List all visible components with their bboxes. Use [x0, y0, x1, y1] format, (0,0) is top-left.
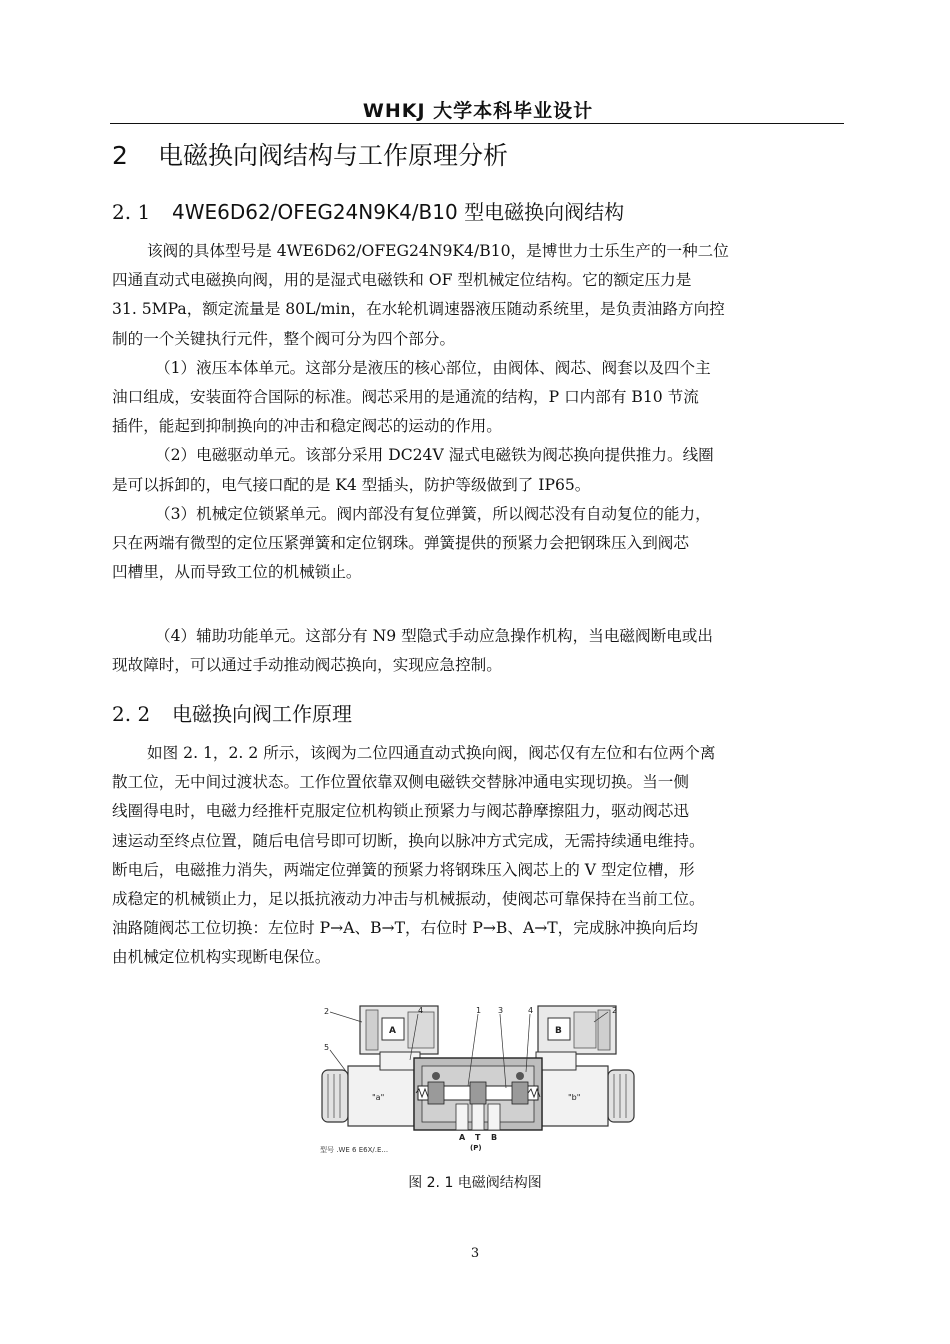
- callout-label: 3: [498, 1006, 504, 1015]
- section-heading: [112, 136, 508, 172]
- section-title: 电磁换向阀结构与工作原理分析: [158, 141, 509, 170]
- text-line: 油路随阀芯工位切换：左位时 P→A、B→T，右位时 P→B、A→T，完成脉冲换向后均: [112, 919, 699, 938]
- text-line: 油口组成，安装面符合国际的标准。阀芯采用的是通流的结构，P 口内部有 B10 节流: [112, 388, 699, 407]
- magnet-label-b: B: [555, 1026, 562, 1036]
- text-line: 如图 2. 1，2. 2 所示，该阀为二位四通直动式换向阀，阀芯仅有左位和右位两个离: [147, 744, 716, 762]
- text-line: 散工位，无中间过渡状态。工作位置依靠双侧电磁铁交替脉冲通电实现切换。当一侧: [112, 773, 689, 792]
- text-line: 制的一个关键执行元件，整个阀可分为四个部分。: [112, 329, 456, 348]
- figure-caption: 图 2. 1 电磁阀结构图: [408, 1175, 542, 1191]
- left-manual-override-cap: [322, 1070, 348, 1122]
- subsection-heading-2: [112, 698, 352, 727]
- callout-label: 5: [324, 1043, 330, 1052]
- header-rule: [110, 123, 844, 124]
- text-line: 现故障时，可以通过手动推动阀芯换向，实现应急控制。: [112, 656, 502, 675]
- text-line: （3）机械定位锁紧单元。阀内部没有复位弹簧，所以阀芯没有自动复位的能力，: [155, 504, 711, 523]
- text-line: 由机械定位机构实现断电保位。: [112, 948, 331, 967]
- text-line: 31. 5MPa，额定流量是 80L/min，在水轮机调速器液压随动系统里，是负责油路方向控: [112, 300, 725, 319]
- callout-label: 1: [476, 1006, 482, 1015]
- side-label-b: "b": [568, 1093, 581, 1102]
- detent-ball-right: [516, 1072, 524, 1080]
- page-number: 3: [470, 1246, 480, 1261]
- running-header: WHKJ 大学本科毕业设计: [362, 100, 594, 122]
- subsection-title: 电磁换向阀工作原理: [172, 702, 352, 726]
- text-line: （4）辅助功能单元。这部分有 N9 型隐式手动应急操作机构，当电磁阀断电或出: [155, 627, 713, 645]
- text-line: 四通直动式电磁换向阀，用的是湿式电磁铁和 OF 型机械定位结构。它的额定压力是: [112, 271, 692, 290]
- paragraph-block-1: [112, 237, 848, 587]
- port-label-p: (P): [470, 1144, 482, 1152]
- port-label-b: B: [491, 1133, 498, 1142]
- text-line: 凹槽里，从而导致工位的机械锁止。: [112, 563, 362, 582]
- text-line: 成稳定的机械锁止力，足以抵抗液动力冲击与机械振动，使阀芯可靠保持在当前工位。: [112, 890, 705, 909]
- port-label-a: A: [459, 1133, 466, 1142]
- callout-label: 2: [612, 1006, 618, 1015]
- text-line: 线圈得电时，电磁力经推杆克服定位机构锁止预紧力与阀芯静摩擦阻力，驱动阀芯迅: [112, 802, 689, 821]
- callout-label: 4: [528, 1006, 534, 1015]
- port-label-t: T: [475, 1133, 481, 1142]
- text-line: 断电后，电磁推力消失，两端定位弹簧的预紧力将钢珠压入阀芯上的 V 型定位槽，形: [112, 860, 695, 879]
- section-number: 2: [112, 141, 128, 170]
- detent-ball-left: [432, 1072, 440, 1080]
- subsection-heading-1: [112, 196, 624, 225]
- text-line: 是可以拆卸的，电气接口配的是 K4 型插头，防护等级做到了 IP65。: [112, 475, 591, 494]
- text-line: 只在两端有微型的定位压紧弹簧和定位钢珠。弹簧提供的预紧力会把钢珠压入到阀芯: [112, 534, 689, 553]
- paragraph-block-3: [112, 739, 848, 973]
- magnet-label-a: A: [389, 1026, 396, 1036]
- paragraph-block-2: [112, 622, 848, 680]
- callout-label: 4: [418, 1006, 424, 1015]
- text-line: 该阀的具体型号是 4WE6D62/OFEG24N9K4/B10，是博世力士乐生产的一种二位: [147, 242, 729, 260]
- text-line: 速运动至终点位置，随后电信号即可切断，换向以脉冲方式完成，无需持续通电维持。: [112, 831, 705, 850]
- subsection-number: 2. 1: [112, 200, 151, 224]
- model-note: 型号 .WE 6 E6X/.E...: [320, 1146, 389, 1154]
- subsection-number: 2. 2: [112, 702, 151, 726]
- side-label-a: "a": [372, 1093, 385, 1102]
- text-line: （2）电磁驱动单元。该部分采用 DC24V 湿式电磁铁为阀芯换向提供推力。线圈: [155, 446, 714, 465]
- solenoid-valve-diagram: [318, 1004, 636, 1158]
- subsection-title: 4WE6D62/OFEG24N9K4/B10 型电磁换向阀结构: [172, 200, 625, 224]
- callout-label: 2: [324, 1007, 330, 1016]
- right-manual-override-cap: [608, 1070, 634, 1122]
- text-line: （1）液压本体单元。这部分是液压的核心部位，由阀体、阀芯、阀套以及四个主: [155, 358, 711, 377]
- text-line: 插件，能起到抑制换向的冲击和稳定阀芯的运动的作用。: [112, 417, 502, 436]
